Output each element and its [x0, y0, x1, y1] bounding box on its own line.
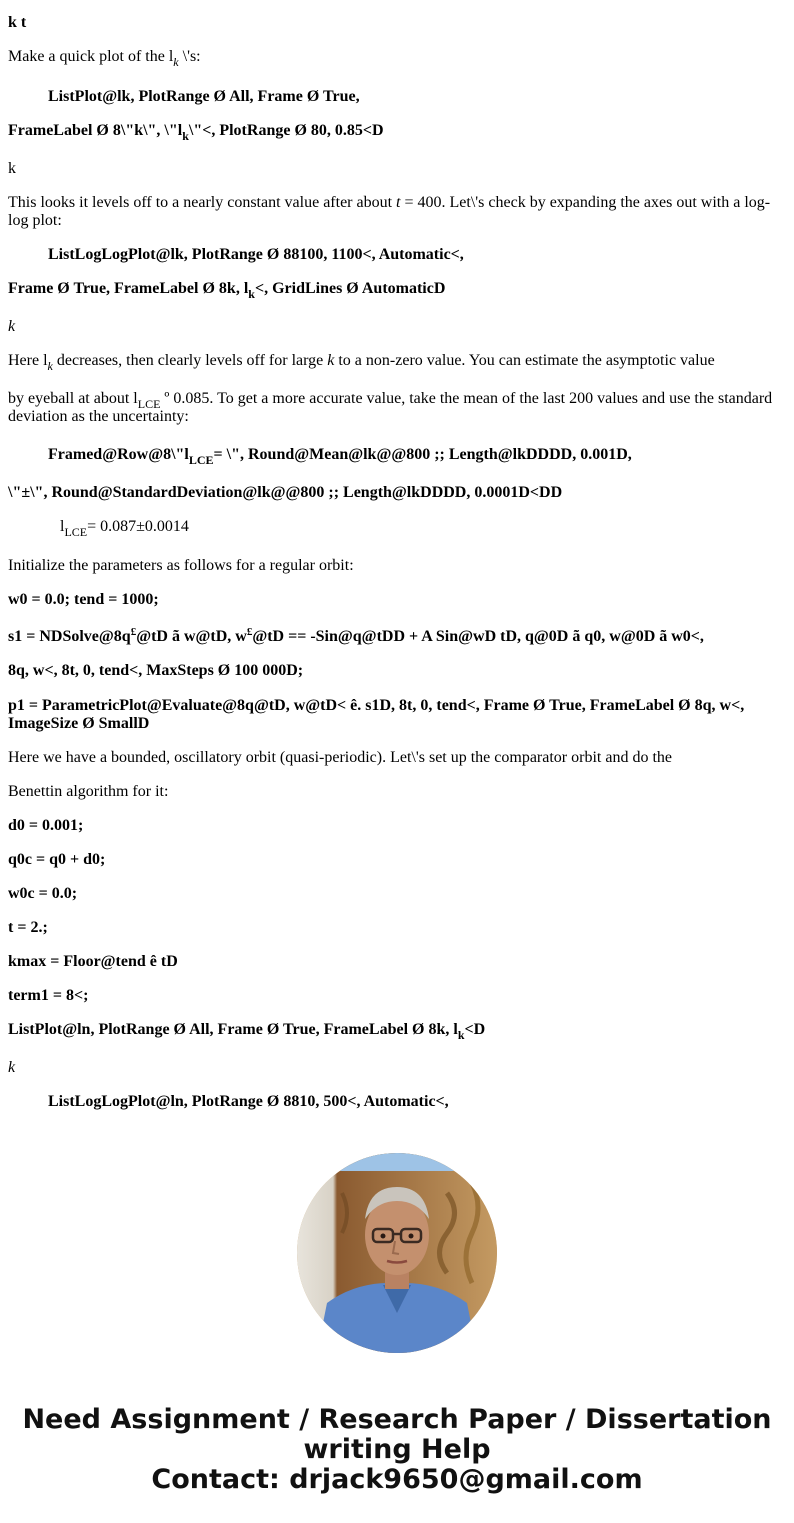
subscript: k — [47, 359, 53, 373]
text: decreases, then clearly levels off for large — [52, 352, 328, 369]
code-listloglogplot-ln: ListLogLogPlot@ln, PlotRange Ø 8810, 500<, Automatic<, — [48, 1093, 449, 1110]
text: l — [60, 518, 65, 535]
code-t: t = 2.; — [8, 919, 48, 936]
text: <, GridLines Ø AutomaticD — [254, 280, 446, 297]
text: @tD ã w@tD, w — [136, 628, 247, 645]
promo-line-2: writing Help — [303, 1434, 491, 1465]
axis-label-k-italic-2 — [8, 1059, 784, 1077]
code-framelabel-1 — [8, 122, 784, 143]
code-term1: term1 = 8<; — [8, 987, 89, 1004]
code-w0-tend: w0 = 0.0; tend = 1000; — [8, 591, 159, 608]
code-listloglogplot-1: ListLogLogPlot@lk, PlotRange Ø 88100, 1100<, Automatic<, — [48, 246, 464, 263]
paragraph-levels-off — [8, 194, 784, 230]
text: Make a quick plot of the l — [8, 48, 174, 65]
code-maxsteps: 8q, w<, 8t, 0, tend<, MaxSteps Ø 100 000D; — [8, 662, 304, 679]
code-kmax: kmax = Floor@tend ê tD — [8, 953, 178, 970]
subscript: k — [173, 55, 179, 69]
paragraph-eyeball — [8, 390, 784, 426]
axis-label-k: k — [8, 160, 16, 177]
avatar — [297, 1153, 497, 1353]
text: @tD == -Sin@q@tDD + A Sin@wD tD, q@0D ã q0, w@0D ã w0<, — [252, 628, 704, 645]
text: Here l — [8, 352, 48, 369]
subscript: LCE — [64, 525, 88, 539]
code-listplot-ln — [8, 1021, 784, 1042]
text: Framed@Row@8\"l — [48, 446, 189, 463]
code-listplot-1: ListPlot@lk, PlotRange Ø All, Frame Ø True, — [48, 88, 360, 105]
text: to a non-zero value. You can estimate the asymptotic value — [334, 352, 715, 369]
italic-k: k — [8, 1059, 16, 1076]
text: This looks it levels off to a nearly constant value after about — [8, 194, 397, 211]
paragraph-benettin: Benettin algorithm for it: — [8, 783, 169, 800]
italic-t: t — [396, 194, 401, 211]
code-ndsolve — [8, 628, 784, 646]
text: <D — [464, 1021, 486, 1038]
text: by eyeball at about l — [8, 390, 138, 407]
text: s1 = NDSolve@8q — [8, 628, 131, 645]
code-frame-true-1 — [8, 280, 784, 301]
italic-k: k — [8, 318, 16, 335]
subscript: LCE — [188, 453, 214, 467]
axis-label-k-italic — [8, 318, 784, 336]
text: = 400. Let\'s check by expanding the axes out with a log-log plot: — [8, 194, 771, 229]
paragraph-decreases — [8, 352, 784, 373]
promo-line-1: Need Assignment / Research Paper / Dissertation — [22, 1404, 772, 1435]
text: = 0.087±0.0014 — [87, 518, 189, 535]
subscript: k — [457, 1028, 465, 1042]
subscript: LCE — [137, 397, 161, 411]
text: \'s: — [178, 48, 201, 65]
superscript: £ — [246, 626, 253, 638]
paragraph-bounded-orbit: Here we have a bounded, oscillatory orbit (quasi-periodic). Let\'s set up the comparator orbit and do the — [8, 749, 672, 766]
text: FrameLabel Ø 8\"k\", \"l — [8, 122, 183, 139]
superscript: £ — [130, 626, 137, 638]
subscript: k — [248, 287, 255, 301]
code-framed-row — [48, 446, 784, 467]
heading-k-t: k t — [8, 14, 27, 31]
subscript: k — [182, 129, 189, 143]
text: º 0.085. To get a more accurate value, take the mean of the last 200 values and use the standard deviation as the uncertainty: — [8, 390, 773, 425]
text: \"<, PlotRange Ø 80, 0.85<D — [188, 122, 384, 139]
portrait-illustration — [297, 1153, 497, 1353]
text: = \", Round@Mean@lk@@800 ;; Length@lkDDDD, 0.001D, — [213, 446, 632, 463]
italic-k: k — [327, 352, 335, 369]
text: ListPlot@ln, PlotRange Ø All, Frame Ø True, FrameLabel Ø 8k, l — [8, 1021, 458, 1038]
text: Frame Ø True, FrameLabel Ø 8k, l — [8, 280, 249, 297]
code-q0c: q0c = q0 + d0; — [8, 851, 106, 868]
result-lce — [60, 518, 784, 539]
paragraph-quick-plot — [8, 48, 784, 69]
code-w0c: w0c = 0.0; — [8, 885, 78, 902]
code-d0: d0 = 0.001; — [8, 817, 84, 834]
paragraph-initialize: Initialize the parameters as follows for a regular orbit: — [8, 557, 354, 574]
code-standard-deviation: \"±\", Round@StandardDeviation@lk@@800 ;; Length@lkDDDD, 0.0001D<DD — [8, 484, 563, 501]
promo-contact-email: Contact: drjack9650@gmail.com — [151, 1464, 643, 1495]
code-parametricplot: p1 = ParametricPlot@Evaluate@8q@tD, w@tD< ê. s1D, 8t, 0, tend<, Frame Ø True, FrameLabel Ø 8q, w<, ImageSize Ø SmallD — [8, 697, 745, 732]
